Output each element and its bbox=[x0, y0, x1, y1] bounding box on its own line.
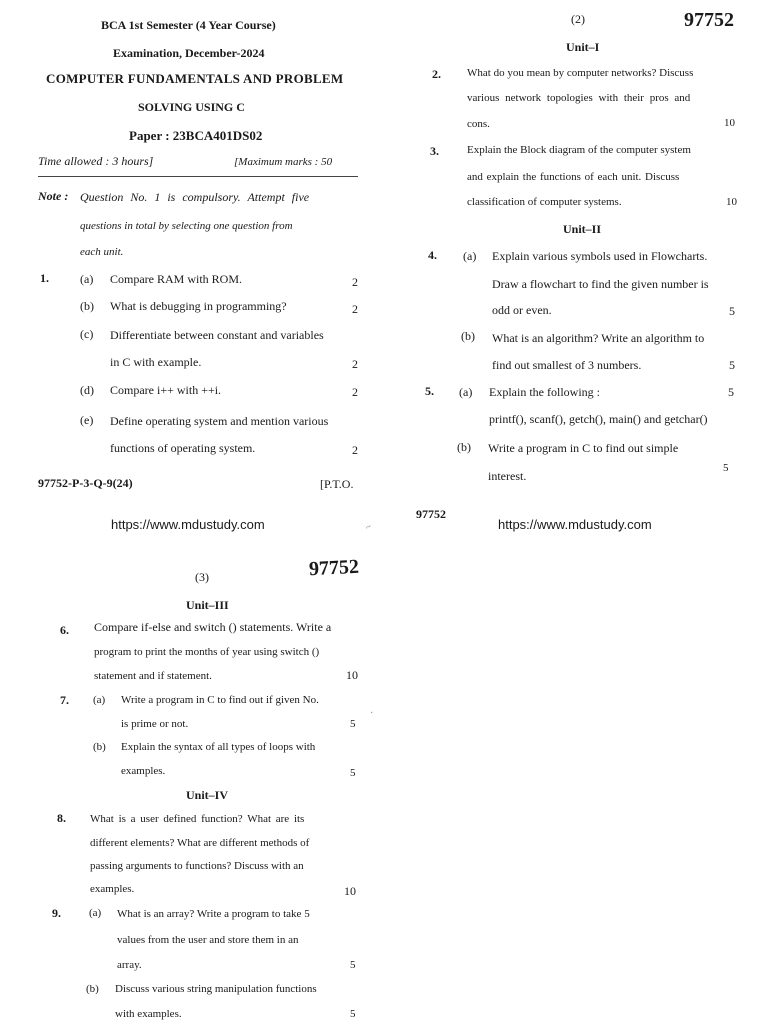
question-5a-functions: printf(), scanf(), getch(), main() and getchar() bbox=[489, 412, 708, 426]
question-number-7: 7. bbox=[60, 693, 69, 707]
header-divider bbox=[38, 176, 358, 177]
question-4b-marks: 5 bbox=[729, 358, 735, 372]
question-text-continued: functions of operating system. bbox=[110, 441, 256, 455]
time-allowed: Time allowed : 3 hours] bbox=[38, 154, 154, 168]
part-label: (b) bbox=[80, 299, 94, 313]
paper-title-line-1: COMPUTER FUNDAMENTALS AND PROBLEM bbox=[46, 71, 344, 86]
note-line-1: Question No. 1 is compulsory. Attempt five bbox=[80, 190, 310, 204]
question-number-2: 2. bbox=[432, 67, 441, 81]
question-8-marks: 10 bbox=[344, 884, 356, 898]
scan-mark: ~ bbox=[363, 521, 374, 534]
part-label-9a: (a) bbox=[89, 907, 102, 919]
question-9b-text-continued: with examples. bbox=[115, 1008, 182, 1020]
question-4b-text-continued: find out smallest of 3 numbers. bbox=[492, 358, 642, 372]
page-number: (2) bbox=[571, 12, 585, 26]
part-label: (c) bbox=[80, 327, 94, 341]
question-6-text-continued: program to print the months of year using switch () bbox=[94, 646, 320, 658]
question-6-text: Compare if-else and switch () statements. Write a bbox=[94, 620, 332, 634]
question-text: What is debugging in programming? bbox=[110, 299, 287, 313]
question-4b-text: What is an algorithm? Write an algorithm to bbox=[492, 331, 705, 345]
unit-heading-2: Unit–II bbox=[563, 222, 602, 236]
question-4a-text-continued: Draw a flowchart to find the given number is bbox=[492, 277, 709, 291]
paper-code-number: 97752 bbox=[684, 9, 734, 31]
question-9a-marks: 5 bbox=[350, 959, 356, 971]
question-number-3: 3. bbox=[430, 144, 439, 158]
watermark-url[interactable]: https://www.mdustudy.com bbox=[498, 517, 652, 532]
please-turn-over: [P.T.O. bbox=[320, 477, 354, 491]
question-5a-marks: 5 bbox=[728, 385, 734, 399]
page-footer-code: 97752-P-3-Q-9(24) bbox=[38, 476, 133, 490]
question-5b-text: Write a program in C to find out simple bbox=[488, 441, 679, 455]
scan-mark: · bbox=[370, 708, 374, 719]
part-label-5a: (a) bbox=[459, 385, 473, 399]
part-label: (d) bbox=[80, 383, 94, 397]
question-3-text: Explain the Block diagram of the computer system bbox=[467, 144, 691, 156]
question-number-5: 5. bbox=[425, 384, 434, 398]
question-7a-text: Write a program in C to find out if given No. bbox=[121, 694, 319, 706]
question-9a-text: What is an array? Write a program to take 5 bbox=[117, 908, 310, 920]
question-2-text-continued: various network topologies with their pros and bbox=[467, 92, 691, 104]
marks: 2 bbox=[352, 302, 358, 316]
watermark-url[interactable]: https://www.mdustudy.com bbox=[111, 517, 265, 532]
unit-heading-1: Unit–I bbox=[566, 40, 600, 54]
part-label-4a: (a) bbox=[463, 249, 477, 263]
part-label-7a: (a) bbox=[93, 694, 106, 706]
question-9a-text-continued: values from the user and store them in an bbox=[117, 934, 299, 946]
question-number-9: 9. bbox=[52, 906, 61, 920]
question-number-8: 8. bbox=[57, 811, 66, 825]
page-number: (3) bbox=[195, 570, 209, 584]
part-label: (a) bbox=[80, 272, 94, 286]
question-text: Compare RAM with ROM. bbox=[110, 272, 242, 286]
note-line-3: each unit. bbox=[80, 246, 124, 258]
question-text: Differentiate between constant and variables bbox=[110, 328, 324, 342]
question-9b-marks: 5 bbox=[350, 1008, 356, 1020]
question-8-text-continued: different elements? What are different methods of bbox=[90, 837, 310, 849]
marks: 2 bbox=[352, 443, 358, 457]
part-label-7b: (b) bbox=[93, 741, 106, 753]
question-8-text-continued-2: passing arguments to functions? Discuss with an bbox=[90, 860, 304, 872]
question-text-continued: in C with example. bbox=[110, 355, 202, 369]
question-4a-marks: 5 bbox=[729, 304, 735, 318]
paper-title-line-2: SOLVING USING C bbox=[138, 100, 245, 114]
question-6-marks: 10 bbox=[346, 668, 358, 682]
question-text: Define operating system and mention various bbox=[110, 414, 329, 428]
exam-header-date: Examination, December-2024 bbox=[113, 46, 265, 60]
unit-heading-3: Unit–III bbox=[186, 598, 229, 612]
question-4a-text-end: odd or even. bbox=[492, 303, 552, 317]
question-4a-text: Explain various symbols used in Flowcharts. bbox=[492, 249, 708, 263]
marks: 2 bbox=[352, 357, 358, 371]
question-8-text-end: examples. bbox=[90, 883, 135, 895]
question-7b-marks: 5 bbox=[350, 767, 356, 779]
exam-header-course: BCA 1st Semester (4 Year Course) bbox=[101, 18, 276, 32]
question-7a-marks: 5 bbox=[350, 718, 356, 730]
question-3-marks: 10 bbox=[726, 196, 737, 208]
question-9a-text-end: array. bbox=[117, 959, 142, 971]
paper-code-number: 97752 bbox=[308, 555, 360, 581]
note-line-2: questions in total by selecting one question from bbox=[80, 220, 293, 232]
note-label: Note : bbox=[38, 189, 69, 203]
unit-heading-4: Unit–IV bbox=[186, 788, 229, 802]
question-7b-text-continued: examples. bbox=[121, 765, 166, 777]
question-7a-text-continued: is prime or not. bbox=[121, 718, 189, 730]
question-2-text-end: cons. bbox=[467, 118, 490, 130]
question-7b-text: Explain the syntax of all types of loops with bbox=[121, 741, 316, 753]
question-2-text: What do you mean by computer networks? Discuss bbox=[467, 67, 694, 79]
part-label-9b: (b) bbox=[86, 983, 99, 995]
question-3-text-continued: and explain the functions of each unit. Discuss bbox=[467, 171, 680, 183]
question-2-marks: 10 bbox=[724, 117, 735, 129]
part-label: (e) bbox=[80, 413, 94, 427]
question-5b-marks: 5 bbox=[723, 462, 729, 474]
question-6-text-end: statement and if statement. bbox=[94, 670, 212, 682]
question-8-text: What is a user defined function? What are its bbox=[90, 813, 305, 825]
question-5a-text: Explain the following : bbox=[489, 385, 600, 399]
marks: 2 bbox=[352, 385, 358, 399]
page-footer-code: 97752 bbox=[416, 507, 446, 521]
part-label-4b: (b) bbox=[461, 329, 475, 343]
question-number-1: 1. bbox=[40, 271, 49, 285]
question-3-text-end: classification of computer systems. bbox=[467, 196, 622, 208]
question-text: Compare i++ with ++i. bbox=[110, 383, 222, 397]
paper-code: Paper : 23BCA401DS02 bbox=[129, 128, 263, 143]
maximum-marks: [Maximum marks : 50 bbox=[234, 156, 333, 168]
question-number-4: 4. bbox=[428, 248, 437, 262]
part-label-5b: (b) bbox=[457, 440, 471, 454]
marks: 2 bbox=[352, 275, 358, 289]
question-number-6: 6. bbox=[60, 623, 69, 637]
question-9b-text: Discuss various string manipulation functions bbox=[115, 983, 317, 995]
question-5b-text-continued: interest. bbox=[488, 469, 527, 483]
